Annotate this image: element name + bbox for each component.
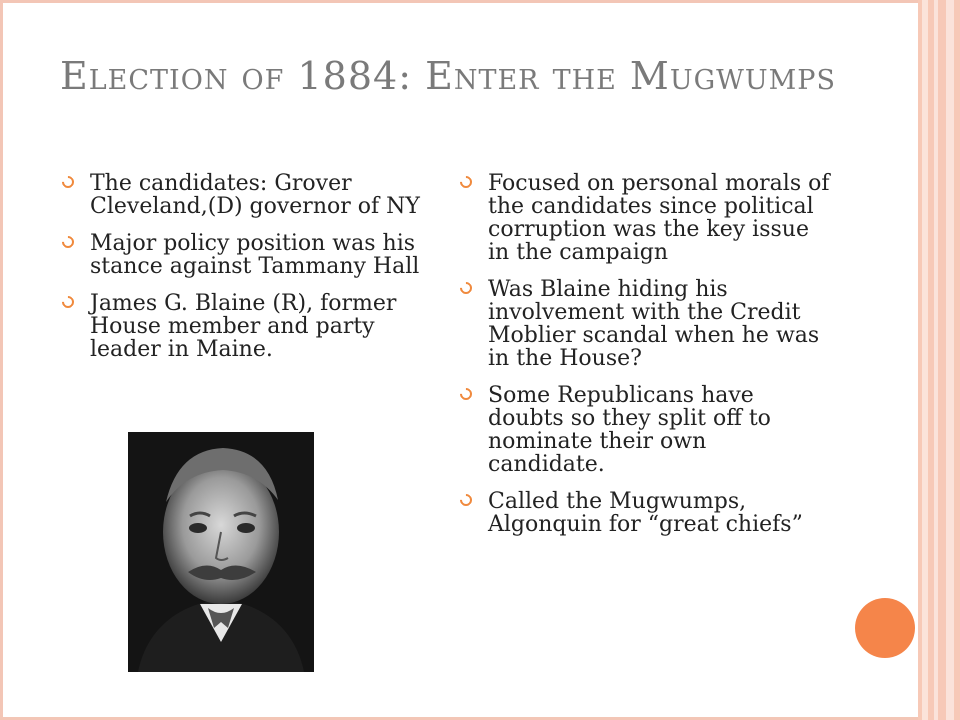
bullet-text: James G. Blaine (R), former House member and party leader in Maine. bbox=[90, 291, 397, 362]
bullet-icon bbox=[458, 174, 475, 191]
bullet-item bbox=[62, 232, 432, 278]
bullet-item bbox=[62, 172, 432, 218]
bullet-icon bbox=[60, 234, 77, 251]
portrait-photo bbox=[128, 432, 314, 672]
bullet-text: Major policy position was his stance against Tammany Hall bbox=[90, 231, 420, 279]
bullet-item bbox=[460, 278, 830, 370]
accent-circle bbox=[855, 598, 915, 658]
bullet-text: Called the Mugwumps, Algonquin for “great chiefs” bbox=[488, 489, 803, 537]
right-bullet-list bbox=[460, 172, 830, 536]
bullet-icon bbox=[458, 280, 475, 297]
bullet-text: Focused on personal morals of the candidates since political corruption was the key issue in the campaign bbox=[488, 171, 830, 265]
bullet-text: Was Blaine hiding his involvement with the Credit Moblier scandal when he was in the House? bbox=[488, 277, 820, 371]
bullet-text: The candidates: Grover Cleveland,(D) governor of NY bbox=[90, 171, 420, 219]
left-column bbox=[62, 172, 432, 375]
bullet-item bbox=[62, 292, 432, 361]
portrait-image-icon bbox=[128, 432, 314, 672]
left-bullet-list bbox=[62, 172, 432, 361]
bullet-icon bbox=[60, 174, 77, 191]
bullet-icon bbox=[458, 386, 475, 403]
bullet-item bbox=[460, 490, 830, 536]
bullet-item bbox=[460, 384, 830, 476]
decorative-stripes bbox=[918, 0, 960, 720]
slide-title: Election of 1884: Enter the Mugwumps bbox=[60, 54, 836, 98]
bullet-item bbox=[460, 172, 830, 264]
bullet-icon bbox=[458, 492, 475, 509]
bullet-icon bbox=[60, 294, 77, 311]
bullet-text: Some Republicans have doubts so they split off to nominate their own candidate. bbox=[488, 383, 771, 477]
right-column bbox=[460, 172, 830, 550]
